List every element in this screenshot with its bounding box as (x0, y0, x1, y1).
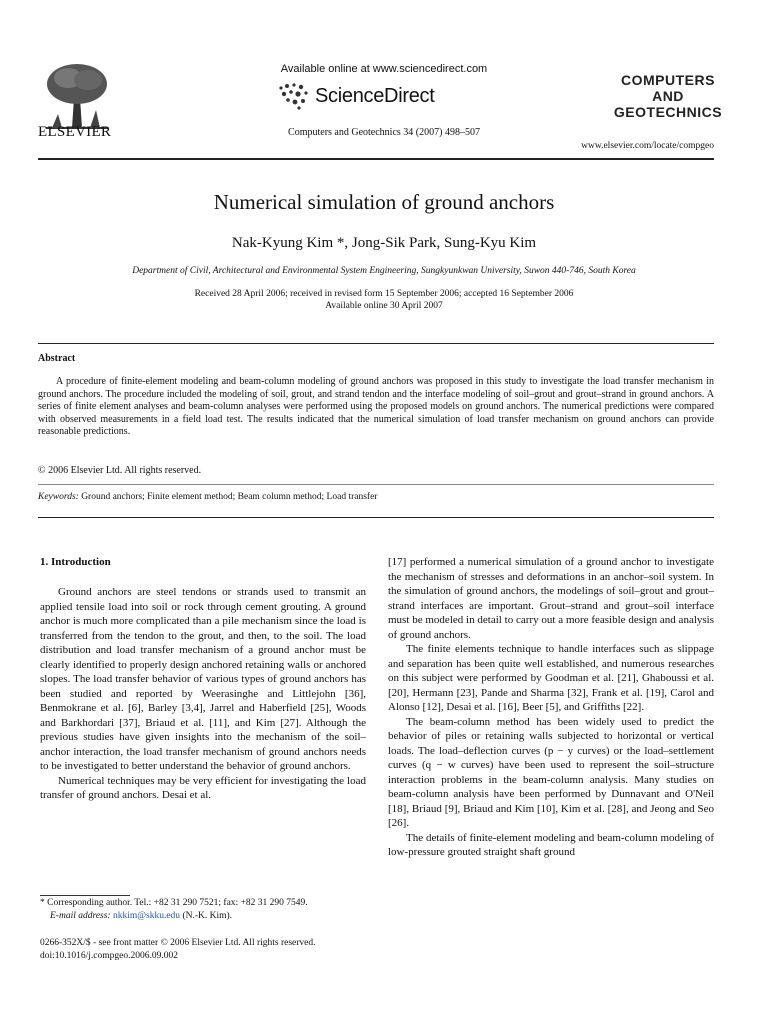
keywords-label: Keywords: (38, 492, 79, 502)
paper-title: Numerical simulation of ground anchors (213, 190, 555, 214)
section-title: 1. Introduction (40, 556, 111, 568)
journal-reference: Computers and Geotechnics 34 (2007) 498–507 (288, 127, 480, 138)
corresponding-author-note: * Corresponding author. Tel.: +82 31 290 7521; fax: +82 31 290 7549. (40, 898, 308, 908)
sciencedirect-wordmark: ScienceDirect (315, 84, 435, 107)
paragraph: Ground anchors are steel tendons or strands used to transmit an applied tensile load into soil or rock through cement grouting. A ground anchor is much more complicated than a pile mechanism since the load is transferred from the tendon to the grout, and then, to the soil. The load distribution and load transfer mechanism of a ground anchor must be clearly identified to properly design anchored retaining walls or anchored slopes. The load transfer behavior of various types of ground anchors has been studied and reported by Weerasinghe and Littlejohn [36], Benmokrane et al. [6], Barley [3,4], Jarrel and Haberfield [25], Woods and Barkhordari [37], Briaud et al. [11], and Kim [27]. Although the previous studies have given insights into the mechanism of the soil–anchor interaction, the load transfer mechanism of ground anchors needs to be investigated to better understand the behavior of ground anchors. (40, 586, 366, 772)
email-label: E-mail address: (50, 910, 111, 921)
journal-url-link[interactable]: www.elsevier.com/locate/compgeo (581, 141, 714, 151)
available-online-text[interactable]: Available online at www.sciencedirect.com (280, 63, 488, 75)
journal-title (598, 72, 738, 120)
issn-line: 0266-352X/$ - see front matter © 2006 Elsevier Ltd. All rights reserved. (40, 938, 316, 948)
affiliation: Department of Civil, Architectural and Environmental System Engineering, Sungkyunkwan University, Suwon 440-746, South Korea (132, 266, 636, 276)
article-dates (0, 288, 768, 312)
journal-title-line: GEOTECHNICS (613, 104, 723, 120)
copyright-notice: © 2006 Elsevier Ltd. All rights reserved. (38, 465, 202, 476)
footnote (40, 897, 370, 922)
header-divider (38, 158, 714, 160)
paragraph: Numerical techniques may be very efficient for investigating the load transfer of ground anchors. Desai et al. (40, 774, 366, 801)
abstract-text: A procedure of finite-element modeling and beam-column modeling of ground anchors was proposed in this study to investigate the load transfer mechanism in ground anchors. The procedure included the modeling of soil, grout, and strand tendon and the interface modeling of soil–grout and grout–strand in ground anchors. A series of finite element analyses and beam-column analyses were performed using the proposed models on ground anchors. The numerical predictions were compared with observed measurements in a field load test. The results indicated that the numerical simulation of load transfer mechanism on ground anchors can provide reasonable predictions. (38, 376, 714, 438)
left-column (40, 585, 366, 803)
available-date: Available online 30 April 2007 (325, 301, 443, 311)
right-column (388, 555, 714, 860)
email-suffix: (N.-K. Kim). (182, 910, 233, 921)
page-footer (40, 937, 316, 962)
abstract-heading: Abstract (38, 353, 76, 364)
keywords-divider (38, 484, 714, 485)
doi-line[interactable]: doi:10.1016/j.compgeo.2006.09.002 (40, 950, 179, 961)
abstract-divider (38, 343, 714, 344)
author-list: Nak-Kyung Kim *, Jong-Sik Park, Sung-Kyu Kim (231, 235, 537, 251)
paragraph: [17] performed a numerical simulation of a ground anchor to investigate the mechanism of stresses and deformations in an anchor–soil system. In the simulation of ground anchors, the modelings of soil–grout and grout–strand interfaces are important. Grout–strand and grout–soil interface must be modeled in detail to carry out a more feasible design and analysis of ground anchors. (388, 556, 714, 641)
paragraph: The details of finite-element modeling and beam-column modeling of low-pressure grouted straight shaft ground (388, 831, 714, 858)
sciencedirect-logo[interactable] (277, 81, 434, 111)
keywords-line (38, 492, 377, 502)
journal-title-line: COMPUTERS (621, 72, 715, 88)
sciencedirect-dots-icon (277, 82, 311, 110)
paragraph: The finite elements technique to handle interfaces such as slippage and separation has been quite well established, and numerous researches on this subject were performed by Goodman et al. [21], Ghaboussi et al. [20], Hermann [23], Pande and Sharma [32], Frank et al. [19], Carol and Alonso [12], Desai et al. [16], Beer [5], and Griffiths [22]. (388, 643, 714, 713)
received-dates: Received 28 April 2006; received in revised form 15 September 2006; accepted 16 September 2006 (194, 289, 574, 299)
footnote-divider (40, 895, 130, 896)
publisher-name: ELSEVIER (38, 124, 112, 140)
body-divider (38, 517, 714, 518)
email-link[interactable]: nkkim@skku.edu (112, 910, 181, 921)
paragraph: The beam-column method has been widely used to predict the behavior of piles or retaining walls subjected to horizontal or vertical loads. The load–deflection curves (p − y curves) or the load–settlement curves (q − w curves) have been used to represent the soil–structure interaction problems in the beam-column analysis. Many studies on beam-column analysis have been performed by Dunnavant and O'Neil [18], Briaud [9], Briaud and Kim [10], Kim et al. [28], and Jeong and Seo [26]. (388, 715, 714, 829)
journal-title-line: AND (652, 88, 684, 104)
email-line (40, 910, 370, 923)
keywords-text: Ground anchors; Finite element method; Beam column method; Load transfer (81, 492, 378, 502)
